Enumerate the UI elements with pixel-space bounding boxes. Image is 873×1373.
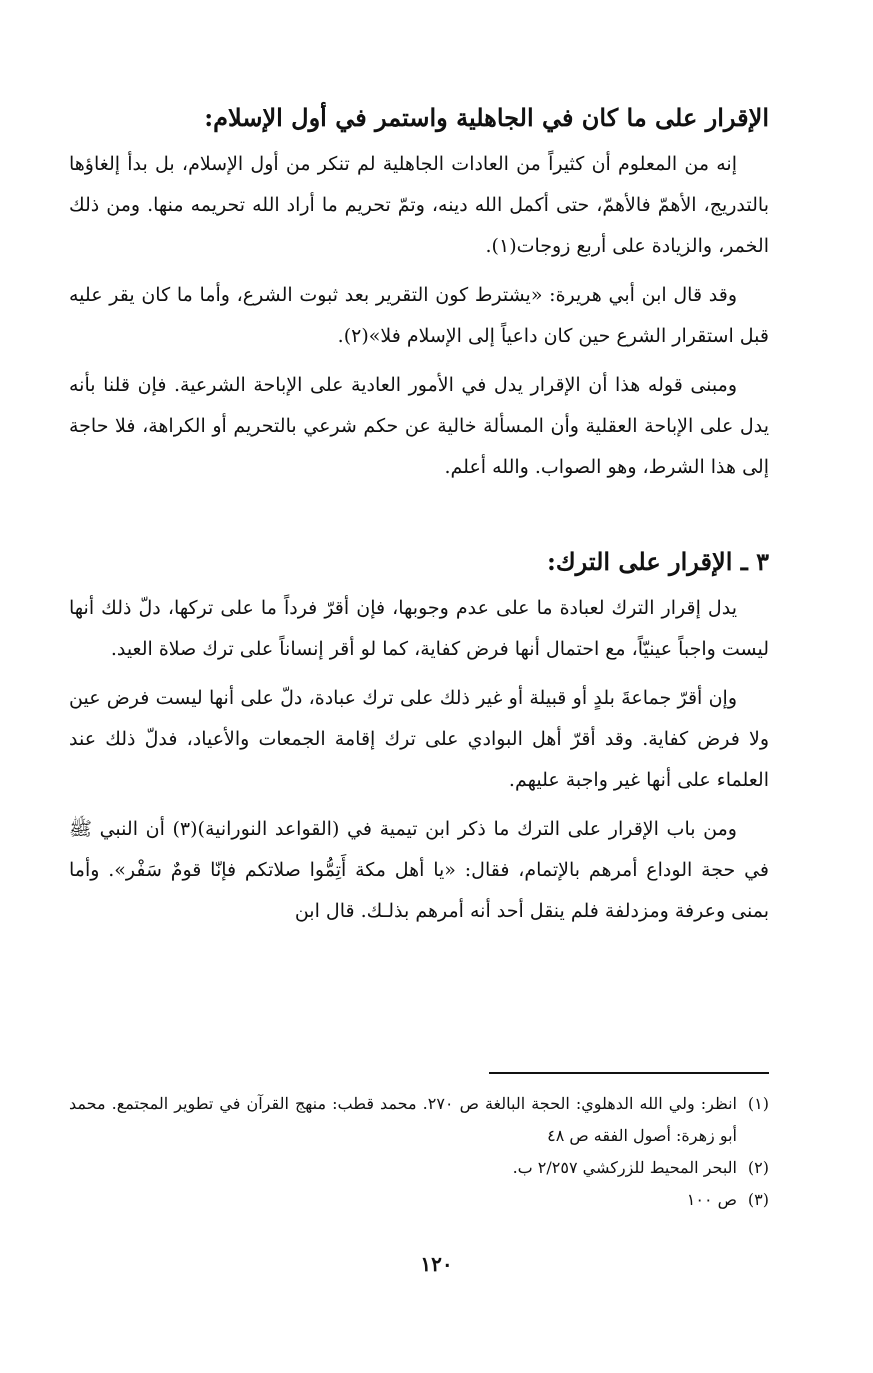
footnote-number: (٣) [747, 1190, 769, 1209]
section-spacer [69, 488, 769, 540]
footnote [69, 1152, 769, 1184]
paragraph: إنه من المعلوم أن كثيراً من العادات الجاهلية لم تنكر من أول الإسلام، بل بدأ إلغاؤها بالتدريج، الأهمّ فالأهمّ، حتى أكمل الله دينه، وتمّ تحريم ما أراد الله تحريمه منها. ومن ذلك الخمر، والزيادة على أربع زوجات(١). [69, 153, 769, 257]
footnote-number: (١) [747, 1094, 769, 1113]
paragraph: ومبنى قوله هذا أن الإقرار يدل في الأمور العادية على الإباحة الشرعية. فإن قلنا بأنه يدل على الإباحة العقلية وأن المسألة خالية عن حكم شرعي بالتحريم أو الكراهة، فلا حاجة إلى هذا الشرط، وهو الصواب. والله أعلم. [69, 374, 769, 478]
paragraph: وقد قال ابن أبي هريرة: «يشترط كون التقرير بعد ثبوت الشرع، وأما ما كان يقر عليه قبل استقرار الشرع حين كان داعياً إلى الإسلام فلا»(٢). [69, 284, 769, 347]
spacer [69, 357, 769, 365]
paragraph: وإن أقرّ جماعةَ بلدٍ أو قبيلة أو غير ذلك على ترك عبادة، دلّ على أنها ليست فرض عين ولا فرض كفاية. وقد أقرّ أهل البوادي على ترك إقامة الجمعات والأعياد، فدلّ ذلك عند العلماء على أنها غير واجبة عليهم. [69, 687, 769, 791]
footnote-text: انظر: ولي الله الدهلوي: الحجة البالغة ص ٢٧٠. محمد قطب: منهج القرآن في تطوير المجتمع. محمد أبو زهرة: أصول الفقه ص ٤٨ [69, 1094, 738, 1145]
footnote-text: البحر المحيط للزركشي ٢/٢٥٧ ب. [512, 1158, 737, 1177]
footnote-separator [489, 1072, 769, 1074]
footnote-text: ص ١٠٠ [686, 1190, 737, 1209]
spacer [69, 267, 769, 275]
section-heading-tacit-approval-jahiliyya: الإقرار على ما كان في الجاهلية واستمر في أول الإسلام: [204, 103, 769, 132]
main-text [69, 96, 769, 932]
paragraph: ومن باب الإقرار على الترك ما ذكر ابن تيمية في (القواعد النورانية)(٣) أن النبي ﷺ في حجة الوداع أمرهم بالإتمام، فقال: «يا أهل مكة أَتِمُّوا صلاتكم فإنّا قومٌ سَفْر». وأما بمنى وعرفة ومزدلفة فلم ينقل أحد أنه أمرهم بذلـك. قال ابن [69, 818, 769, 922]
footnotes [69, 1072, 769, 1216]
spacer [69, 670, 769, 678]
spacer [69, 801, 769, 809]
section-heading-tacit-approval-omission: ٣ ـ الإقرار على الترك: [546, 547, 769, 576]
footnote [69, 1184, 769, 1216]
paragraph: يدل إقرار الترك لعبادة ما على عدم وجوبها، فإن أقرّ فرداً ما على تركها، دلّ ذلك أنها ليست واجباً عينيّاً، مع احتمال أنها فرض كفاية، كما لو أقر إنساناً على ترك صلاة العيد. [69, 597, 769, 660]
footnote-number: (٢) [747, 1158, 769, 1177]
footnote [69, 1088, 769, 1152]
page-number: ١٢٠ [420, 1252, 453, 1276]
